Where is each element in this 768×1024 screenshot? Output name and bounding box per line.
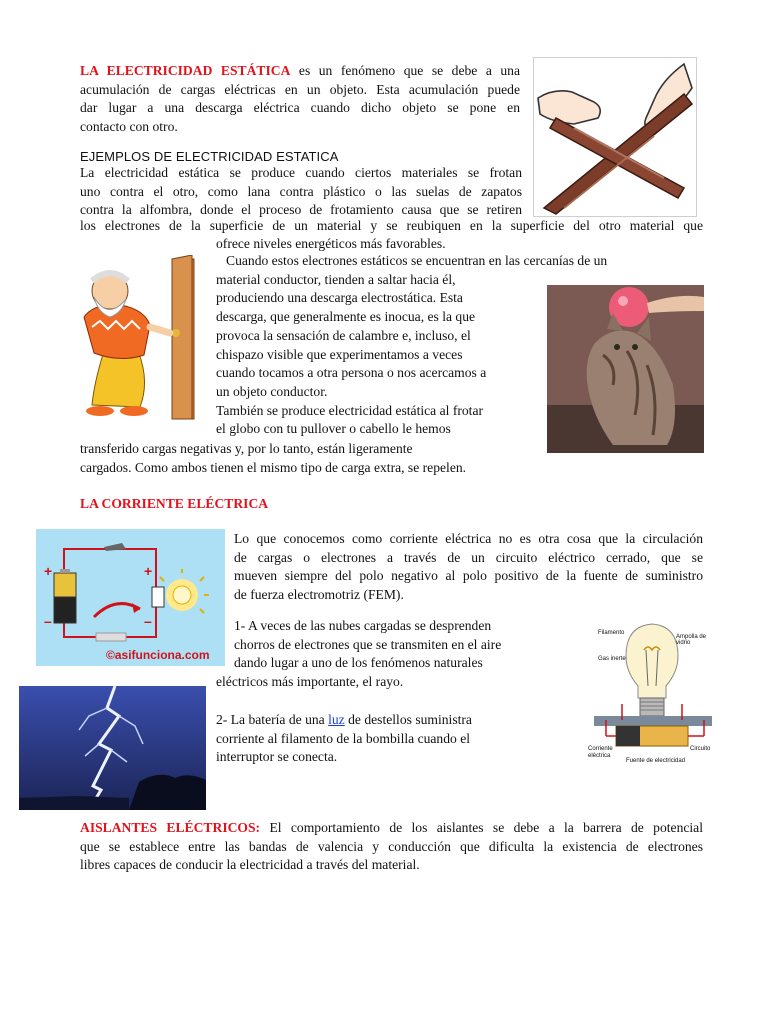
bulb-label-ampolla: Ampolla de vidrio — [676, 634, 707, 646]
lightning-photo — [19, 686, 206, 810]
examples-heading: EJEMPLOS DE ELECTRICIDAD ESTATICA — [80, 149, 339, 164]
bulb-label-fuente: Fuente de electricidad — [626, 758, 686, 764]
discharge-paragraph-end: transferido cargas negativas y, por lo tanto, están ligeramente cargados. Como ambos tienen el mismo tipo de carga extra, se repelen. — [80, 441, 467, 475]
old-man-door-image — [64, 255, 199, 425]
cat-balloon-photo — [547, 285, 704, 453]
bulb-label-filamento: Filamento — [598, 630, 625, 636]
circuit-credit: ©asifunciona.com — [106, 648, 210, 662]
examples-paragraph-wide: los electrones de la superficie de un material y se reubiquen en la superficie del otro material que — [80, 218, 703, 233]
static-intro: LA ELECTRICIDAD ESTÁTICA es un fenómeno que se debe a una acumulación de cargas eléctricas en un objeto. Esta acumulación puede dar lugar a una descarga eléctrica cuando dicho objeto se pone en contacto con otro. — [80, 63, 520, 135]
current-example-1: 1- A veces de las nubes cargadas se desprenden chorros de electrones que se transmiten en el aire dando lugar a uno de los fenómenos naturales — [234, 618, 502, 671]
bulb-label-circuito: Circuito — [690, 746, 711, 752]
rubbing-sticks-image — [533, 57, 697, 217]
insulators-paragraph: AISLANTES ELÉCTRICOS: El comportamiento de los aislantes se debe a la barrera de potencial que se establece entre las bandas de valencia y conducción que dificulta la existencia de electrones libres capaces de conducir la electricidad a través del material. — [80, 820, 703, 873]
current-example-2: 2- La batería de una luz de destellos suministra corriente al filamento de la bombilla cuando el interruptor se conecta. — [216, 712, 472, 765]
examples-paragraph-end: ofrece niveles energéticos más favorables. — [216, 236, 446, 251]
insulators-title: AISLANTES ELÉCTRICOS: — [80, 820, 261, 835]
bulb-label-gas: Gas inerte — [598, 656, 626, 662]
circuit-minus-right: – — [144, 613, 152, 629]
current-intro: Lo que conocemos como corriente eléctrica no es otra cosa que la circulación de cargas o electrones a través de un circuito eléctrico cerrado, que se mueven siempre del polo negativo al polo positivo de la fuente de suministro de fuerza electromotriz (FEM). — [234, 531, 703, 603]
discharge-paragraph: Cuando estos electrones estáticos se encuentran en las cercanías de un material conductor, tienden a saltar hacia él, produciendo una descarga electrostática. Esta descarga, que generalmente es inocua, es la que provoca la sensación de calambre e, incluso, el chispazo visible que experimentamos a veces cuando tocamos a otra persona o nos acercamos a un objeto conductor. También se produce electricidad estática al frotar el globo con tu pullover o cabello le hemos — [216, 253, 608, 437]
bulb-label-corriente: Corriente eléctrica — [588, 746, 613, 759]
circuit-diagram-image — [36, 529, 225, 666]
circuit-plus-right: + — [144, 563, 153, 579]
static-title: LA ELECTRICIDAD ESTÁTICA — [80, 63, 291, 78]
circuit-plus-left: + — [44, 563, 53, 579]
luz-link[interactable]: luz — [328, 712, 345, 727]
examples-paragraph: La electricidad estática se produce cuando ciertos materiales se frotan uno contra el otro, como lana contra plástico o las suelas de zapatos contra la alfombra, donde el proceso de frotamiento causa que se retiren — [80, 165, 522, 218]
current-example-1-end: eléctricos más importante, el rayo. — [216, 674, 404, 689]
light-bulb-diagram-image — [586, 620, 720, 768]
circuit-minus-left: – — [44, 613, 52, 629]
current-title: LA CORRIENTE ELÉCTRICA — [80, 496, 269, 511]
